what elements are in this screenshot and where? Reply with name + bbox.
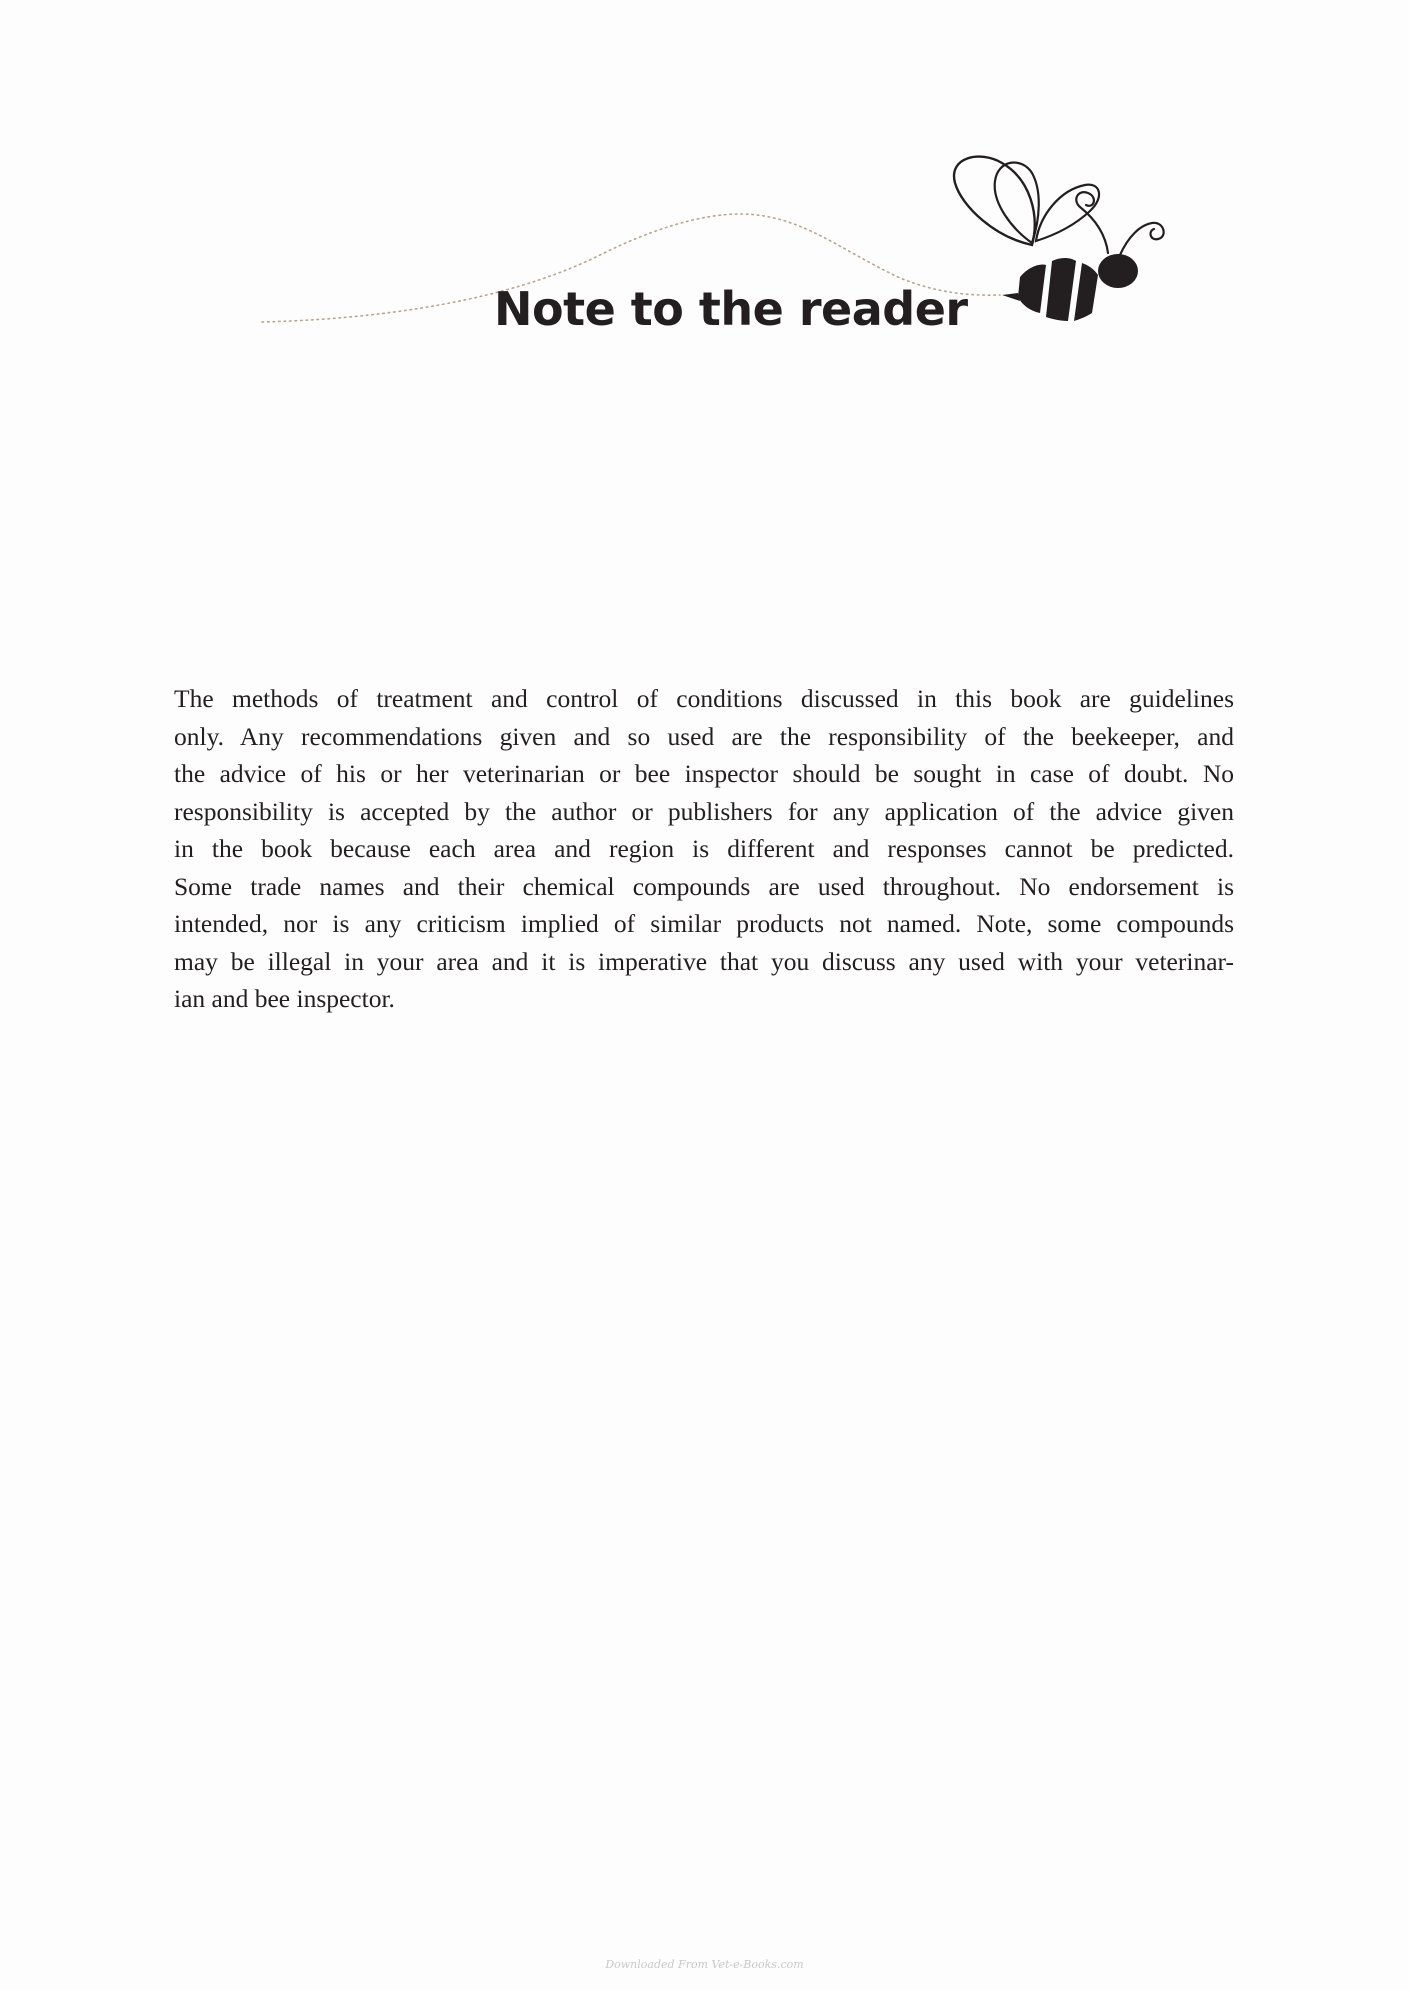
paragraph-line: The methods of treatment and control of conditions discussed in this book are guidelines <box>174 684 1234 713</box>
bee-icon <box>940 145 1180 325</box>
paragraph-line: ian and bee inspector. <box>174 984 395 1013</box>
paragraph-line: intended, nor is any criticism implied of similar products not named. Note, some compounds <box>174 909 1234 938</box>
paragraph-line: Some trade names and their chemical compounds are used throughout. No endorsement is <box>174 871 1234 901</box>
disclaimer-paragraph <box>174 680 1234 1018</box>
paragraph-line: in the book because each area and region is different and responses cannot be predicted. <box>174 834 1234 863</box>
page-title: Note to the reader <box>494 282 968 336</box>
watermark-text: Downloaded From Vet-e-Books.com <box>605 1958 804 1971</box>
paragraph-line: may be illegal in your area and it is imperative that you discuss any used with your veterinar- <box>174 946 1234 976</box>
paragraph-line: the advice of his or her veterinarian or bee inspector should be sought in case of doubt. No <box>174 759 1234 788</box>
paragraph-line: only. Any recommendations given and so used are the responsibility of the beekeeper, and <box>174 721 1234 751</box>
paragraph-line: responsibility is accepted by the author or publishers for any application of the advice given <box>174 796 1234 826</box>
